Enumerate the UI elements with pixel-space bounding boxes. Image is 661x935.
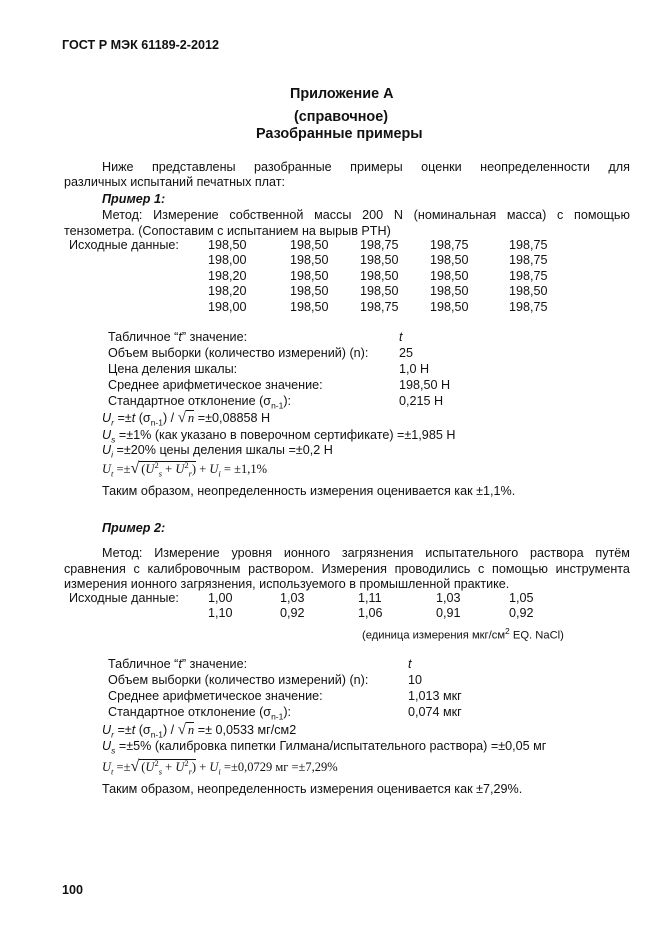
example-1-raw-data-label: Исходные данные: <box>69 238 179 252</box>
intro-line-2: различных испытаний печатных плат: <box>64 175 286 189</box>
stat-label-text: ): <box>283 705 292 719</box>
stat-label-text: Среднее арифметическое значение: <box>108 689 323 703</box>
stat-label-text: Цена деления шкалы: <box>108 362 238 376</box>
word: N <box>393 208 403 222</box>
stat-label-text: Объем выборки (количество измерений) (n): <box>108 346 369 360</box>
stat-label-text: Табличное “ <box>108 657 179 671</box>
word: уровня <box>231 546 273 560</box>
word: испытательного <box>425 546 519 560</box>
word: 200 <box>362 208 384 222</box>
stat-label <box>108 689 323 703</box>
word: для <box>608 160 630 174</box>
word: загрязнения <box>341 546 414 560</box>
table-cell: 1,05 <box>509 591 534 605</box>
word: раствором. <box>248 562 314 576</box>
stat-label-sub: n-1 <box>271 400 284 411</box>
table-cell: 198,75 <box>360 299 399 314</box>
word: инструмента <box>555 562 630 576</box>
stat-label <box>108 378 323 392</box>
stat-value: 10 <box>408 673 423 687</box>
word: Метод: <box>102 546 143 560</box>
word: ионного <box>283 546 331 560</box>
word: разобранные <box>254 160 332 174</box>
example-2-formula-ut: $U_t$ =±√ $(U^2_s + U^2_r) + U_i =\pm 0,0729$ мг =±7,29% <box>102 758 338 777</box>
appendix-title: Приложение А <box>290 86 394 102</box>
table-cell: 198,75 <box>360 238 399 252</box>
stat-label <box>108 362 237 376</box>
word: помощью <box>492 562 548 576</box>
word: раствора <box>530 546 584 560</box>
table-cell: 198,75 <box>430 238 469 252</box>
word: (номинальная <box>413 208 497 222</box>
stat-value: 1,0 Н <box>399 362 430 376</box>
table-cell: 198,50 <box>290 284 329 299</box>
table-cell: 198,50 <box>290 299 329 314</box>
table-cell: 1,03 <box>280 591 305 605</box>
stat-row <box>108 362 430 376</box>
table-cell: 198,50 <box>430 299 469 314</box>
table-cell: 1,10 <box>208 606 233 621</box>
table-cell: 198,50 <box>290 268 329 283</box>
table-cell: 198,50 <box>509 284 548 299</box>
stat-value: 198,50 Н <box>399 378 451 392</box>
word: проводились <box>394 562 471 576</box>
example-2-method-line-1 <box>102 546 630 560</box>
stat-value: 0,215 Н <box>399 394 444 408</box>
stat-label <box>108 673 368 687</box>
word: массы <box>314 208 352 222</box>
stat-label <box>108 394 292 411</box>
stat-label-text: ” значение: <box>181 330 248 344</box>
table-cell: 198,75 <box>509 268 548 283</box>
word: помощью <box>574 208 630 222</box>
word: калибровочным <box>147 562 241 576</box>
stat-label-sub: n-1 <box>271 711 284 722</box>
table-cell: 198,50 <box>430 268 469 283</box>
table-cell: 198,75 <box>509 238 548 252</box>
stat-value: t <box>399 330 403 344</box>
word: Ниже <box>102 160 134 174</box>
word: Измерение <box>153 208 219 222</box>
stat-label-text: Объем выборки (количество измерений) (n): <box>108 673 369 687</box>
table-cell: 198,50 <box>430 284 469 299</box>
table-cell: 198,50 <box>290 238 329 252</box>
example-1-method-line-1 <box>102 208 630 222</box>
word: масса) <box>506 208 547 222</box>
table-cell: 198,75 <box>509 299 548 314</box>
example-2-formula-us: $U_s =\pm 5\%$ (калибровка пипетки Гилмана/испытательного раствора) =±0,05 мг <box>102 739 547 756</box>
word: с <box>478 562 485 576</box>
stat-label-text: Стандартное отклонение (σ <box>108 705 272 719</box>
table-cell: 198,50 <box>360 284 399 299</box>
table-cell: 198,50 <box>430 253 469 268</box>
table-cell: 198,50 <box>208 238 247 252</box>
stat-row <box>108 378 451 392</box>
document-code: ГОСТ Р МЭК 61189-2-2012 <box>62 38 220 52</box>
section-title: Разобранные примеры <box>256 126 423 142</box>
word: примеры <box>350 160 403 174</box>
example-2-raw-data-label: Исходные данные: <box>69 591 179 605</box>
stat-label <box>108 346 368 360</box>
stat-value: 0,074 мкг <box>408 705 462 719</box>
stat-label <box>108 330 247 344</box>
word: оценки <box>421 160 462 174</box>
table-cell: 0,92 <box>280 606 305 621</box>
table-cell: 198,50 <box>290 253 329 268</box>
stat-label-text: ): <box>283 394 292 408</box>
stat-value: t <box>408 657 412 671</box>
table-cell: 1,06 <box>358 606 383 621</box>
example-1-method-line-2: тензометра. (Сопоставим с испытанием на вырыв PTH) <box>64 224 391 238</box>
stat-value: 1,013 мкг <box>408 689 462 703</box>
example-1-formula-ui: $U_i =\pm 20\%$ цены деления шкалы =±0,2 Н <box>102 443 333 460</box>
word: сравнения <box>64 562 126 576</box>
word: с <box>557 208 564 222</box>
example-2-label: Пример 2: <box>102 521 166 535</box>
table-cell: 198,75 <box>509 253 548 268</box>
stat-row <box>108 394 444 411</box>
stat-row <box>108 346 414 360</box>
example-1-formula-ut: $U_t$ =±√ $(U^2_s + U^2_r) + U_i = \pm 1,1\%$ <box>102 460 267 479</box>
stat-label-text: Табличное “ <box>108 330 179 344</box>
example-2-conclusion: Таким образом, неопределенность измерения оценивается как ±7,29%. <box>102 782 523 796</box>
table-cell: 198,20 <box>208 284 247 299</box>
table-cell: 0,91 <box>436 606 461 621</box>
page-number: 100 <box>62 883 84 897</box>
example-2-method-line-2 <box>64 562 630 576</box>
stat-label-text: Среднее арифметическое значение: <box>108 378 323 392</box>
example-1-conclusion: Таким образом, неопределенность измерения оценивается как ±1,1%. <box>102 484 516 498</box>
stat-row <box>108 689 462 703</box>
table-cell: 198,50 <box>360 268 399 283</box>
intro-line-1 <box>102 160 630 174</box>
word: неопределенности <box>480 160 590 174</box>
table-cell: 1,03 <box>436 591 461 605</box>
word: путём <box>595 546 630 560</box>
table-cell: 1,11 <box>358 591 382 605</box>
table-cell: 198,20 <box>208 268 247 283</box>
stat-label <box>108 657 247 671</box>
table-cell: 198,00 <box>208 253 247 268</box>
stat-label <box>108 705 292 722</box>
table-cell: 198,00 <box>208 299 247 314</box>
example-2-unit-note: (единица измерения мкг/$см^2$ EQ. NaCl) <box>362 626 564 642</box>
word: собственной <box>229 208 304 222</box>
appendix-subtitle: (справочное) <box>294 109 389 125</box>
word: Измерение <box>154 546 220 560</box>
example-2-formula-ur: $U_r =\pm t$ $(\sigma_{n-1})$ / √ n =± 0,0533 мг/см2 <box>102 722 297 740</box>
table-cell: 0,92 <box>509 606 534 621</box>
word: представлены <box>151 160 236 174</box>
word: с <box>133 562 140 576</box>
example-1-formula-us: $U_s =\pm 1\%$ (как указано в поверочном сертификате) =±1,985 Н <box>102 428 456 445</box>
stat-label-italic: t <box>178 330 182 344</box>
stat-row <box>108 705 462 722</box>
stat-row <box>108 330 403 344</box>
stat-value: 25 <box>399 346 414 360</box>
stat-label-text: Стандартное отклонение (σ <box>108 394 272 408</box>
example-2-method-line-3: измерения ионного загрязнения, используемого в промышленной практике. <box>64 577 510 591</box>
word: Измерения <box>321 562 387 576</box>
example-1-formula-ur: $U_r =\pm t$ $(\sigma_{n-1})$ / √ n =±0,08858 Н <box>102 410 271 428</box>
table-cell: 198,50 <box>360 253 399 268</box>
example-1-label: Пример 1: <box>102 192 166 206</box>
stat-row <box>108 657 412 671</box>
word: Метод: <box>102 208 143 222</box>
stat-label-italic: t <box>178 657 182 671</box>
stat-label-text: ” значение: <box>181 657 248 671</box>
stat-row <box>108 673 423 687</box>
table-cell: 1,00 <box>208 591 233 605</box>
